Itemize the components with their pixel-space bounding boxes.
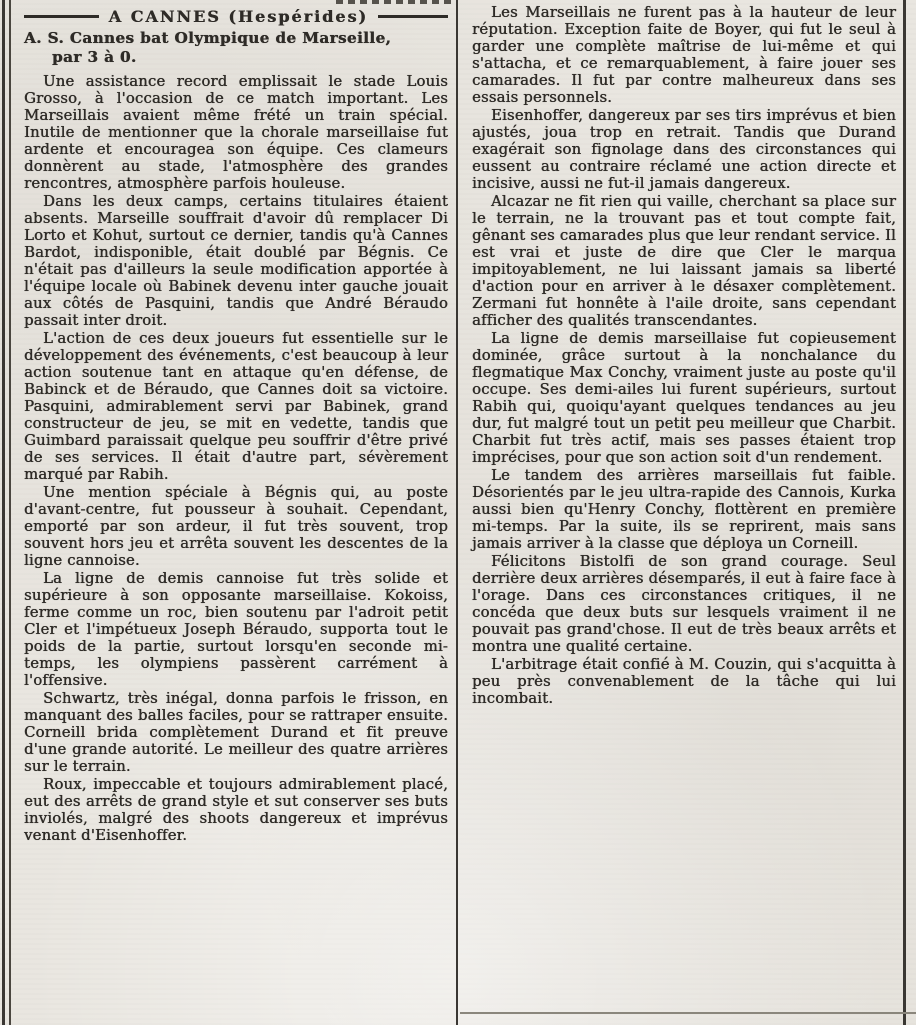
article-paragraph: La ligne de demis cannoise fut très solide et supérieure à son opposante marseillaise. Kokoiss, ferme comme un roc, bien soutenu par l'adroit petit Cler et l'impétueux Joseph Béraudo, supporta tout le poids de la partie, surtout lorsqu'en seconde mi-temps, les olympiens passèrent carrément à l'offensive. [24,570,448,689]
article-paragraph: L'arbitrage était confié à M. Couzin, qui s'acquitta à peu près convenablement de la tâche qui lui incombait. [472,656,896,707]
headline-rule-right [378,15,448,18]
right-column-body [472,4,896,707]
article-paragraph: Schwartz, très inégal, donna parfois le frisson, en manquant des balles faciles, pour se rattraper ensuite. Corneill brida complètement Durand et fit preuve d'une grande autorité. Le meilleur des quatre arrières sur le terrain. [24,690,448,775]
article-paragraph: Les Marseillais ne furent pas à la hauteur de leur réputation. Exception faite de Boyer, qui fut le seul à garder une complète maîtrise de lui-même et qui s'attacha, et ce remarquablement, à faire jouer ses camarades. Il fut par contre malheureux dans ses essais personnels. [472,4,896,106]
bottom-rule [460,1012,916,1014]
headline-rule-left [24,15,99,18]
article-paragraph: Une assistance record emplissait le stade Louis Grosso, à l'occasion de ce match important. Les Marseillais avaient même frété un train spécial. Inutile de mentionner que la chorale marseillaise fut ardente et encouragea son équipe. Ces clameurs donnèrent au stade, l'atmosphère des grandes rencontres, atmosphère parfois houleuse. [24,73,448,192]
article-paragraph: Dans les deux camps, certains titulaires étaient absents. Marseille souffrait d'avoir dû remplacer Di Lorto et Kohut, surtout ce dernier, tandis qu'à Cannes Bardot, indisponible, était doublé par Bégnis. Ce n'était pas d'ailleurs la seule modification apportée à l'équipe locale où Babinek devenu inter gauche jouait aux côtés de Pasquini, tandis que André Béraudo passait inter droit. [24,193,448,329]
subhead-line1: A. S. Cannes bat Olympique de Marseille, [24,29,392,47]
article-paragraph: Une mention spéciale à Bégnis qui, au poste d'avant-centre, fut pousseur à souhait. Cependant, emporté par son ardeur, il fut très souvent, trop souvent hors jeu et arrêta souvent les descentes de la ligne cannoise. [24,484,448,569]
article-paragraph: Roux, impeccable et toujours admirablement placé, eut des arrêts de grand style et sut conserver ses buts inviolés, malgré des shoots dangereux et imprévus venant d'Eisenhoffer. [24,776,448,844]
left-column [24,6,448,845]
left-column-body [24,73,448,844]
left-border-inner-rule [9,0,11,1025]
article-paragraph: Le tandem des arrières marseillais fut faible. Désorientés par le jeu ultra-rapide des Cannois, Kurka aussi bien qu'Henry Conchy, flottèrent en première mi-temps. Par la suite, ils se reprirent, mais sans jamais arriver à la classe que déploya un Corneill. [472,467,896,552]
headline-row [24,8,448,25]
article-paragraph: L'action de ces deux joueurs fut essentielle sur le développement des événements, c'est beaucoup à leur action soutenue tant en attaque qu'en défense, de Babinck et de Béraudo, que Cannes doit sa victoire. Pasquini, admirablement servi par Babinek, grand constructeur de jeu, se mit en vedette, tandis que Guimbard paraissait quelque peu souffrir d'être privé de ses services. Il était d'autre part, sévèrement marqué par Rabih. [24,330,448,483]
article-paragraph: La ligne de demis marseillaise fut copieusement dominée, grâce surtout à la nonchalance du flegmatique Max Conchy, vraiment juste au poste qu'il occupe. Ses demi-ailes lui furent supérieurs, surtout Rabih qui, quoiqu'ayant quelques tendances au jeu dur, fut malgré tout un petit peu meilleur que Charbit. Charbit fut très actif, mais ses passes étaient trop imprécises, pour que son action soit d'un rendement. [472,330,896,466]
article-paragraph: Félicitons Bistolfi de son grand courage. Seul derrière deux arrières désemparés, il eut à faire face à l'orage. Dans ces circonstances critiques, il ne concéda que deux buts sur lesquels vraiment il ne pouvait pas grand'chose. Il eut de très beaux arrêts et montra une qualité certaine. [472,553,896,655]
article-paragraph: Alcazar ne fit rien qui vaille, cherchant sa place sur le terrain, ne la trouvant pas et tout compte fait, gênant ses camarades plus que leur rendant service. Il est vrai et juste de dire que Cler le marqua impitoyablement, ne lui laissant jamais sa liberté d'action pour en arriver à le désaxer complètement. Zermani fut honnête à l'aile droite, sans cependant afficher des qualités transcendantes. [472,193,896,329]
article-paragraph: Eisenhoffer, dangereux par ses tirs imprévus et bien ajustés, joua trop en retrait. Tandis que Durand exagérait son fignolage dans des circonstances qui eussent au contraire réclamé une action directe et incisive, aussi ne fut-il jamais dangereux. [472,107,896,192]
article-headline: A CANNES (Hespérides) [108,7,368,26]
right-border-rule [903,0,906,1025]
article-subhead [24,29,448,67]
left-border-outer-rule [2,0,5,1025]
right-column [472,4,896,708]
column-divider-rule [456,0,458,1025]
subhead-line2: par 3 à 0. [52,48,137,66]
cropped-text-fragment [336,0,454,4]
